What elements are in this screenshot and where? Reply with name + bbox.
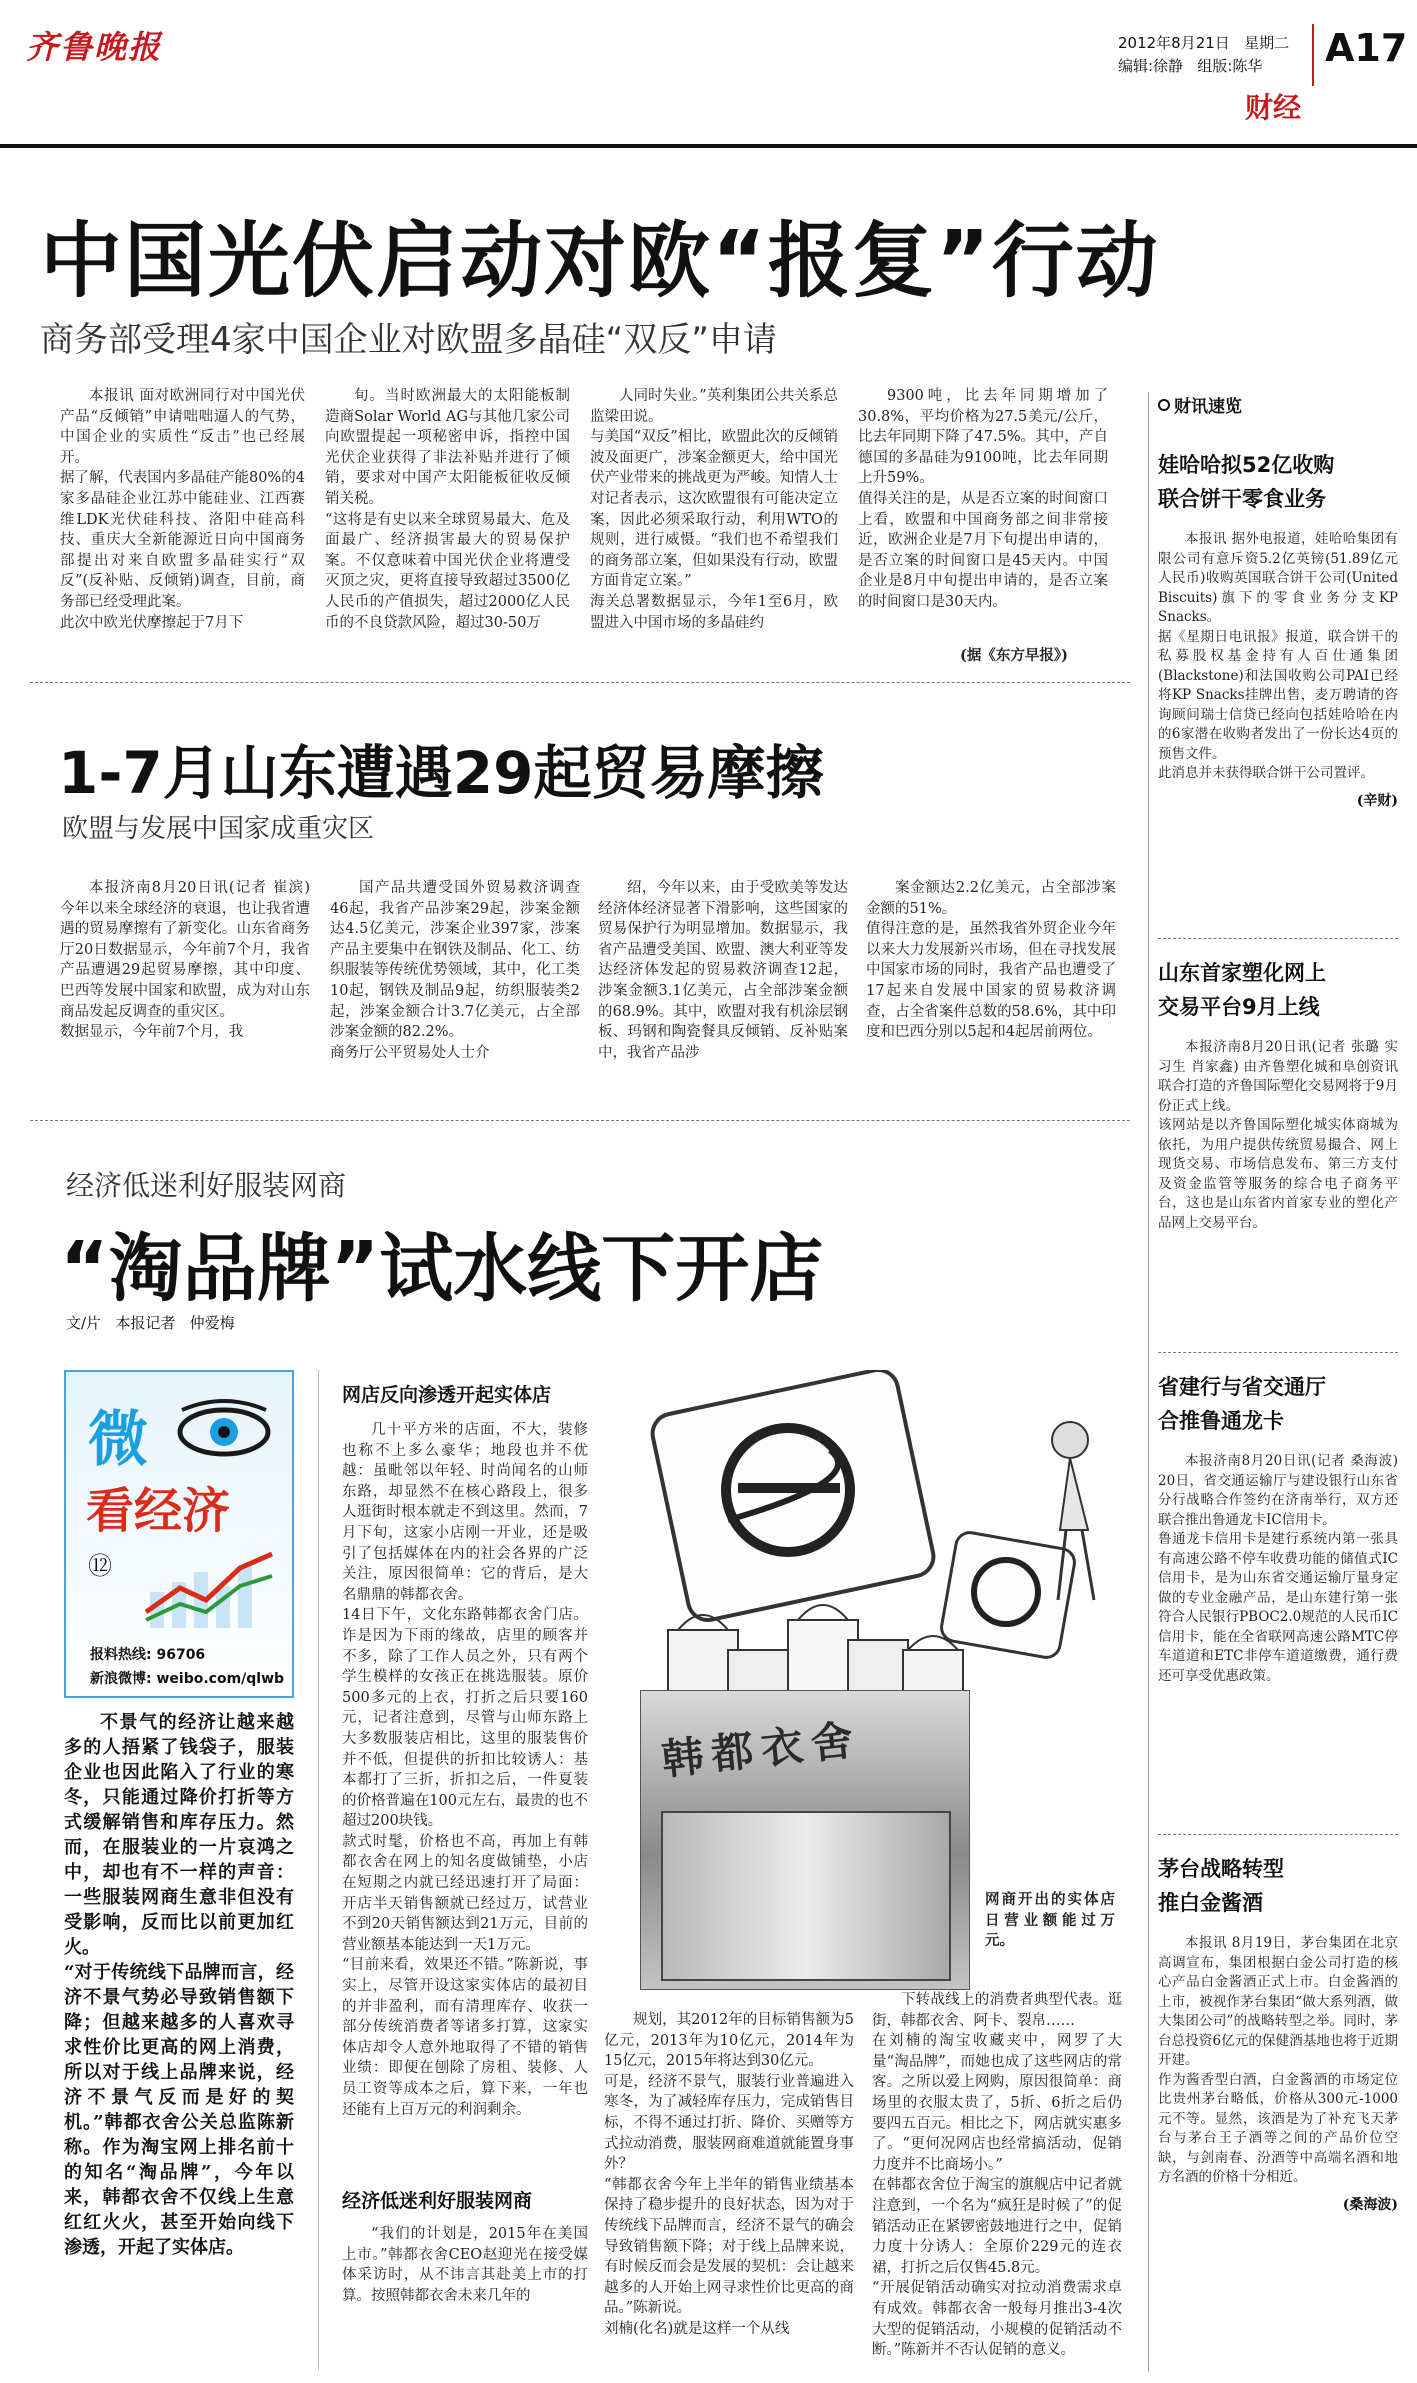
page-number: A17	[1325, 26, 1408, 70]
storefront-sign: 韩都衣舍	[659, 1714, 864, 1785]
brief-title-1a: 娃哈哈拟52亿收购	[1158, 453, 1335, 477]
brief-body-1: 本报讯 据外电报道，娃哈哈集团有限公司有意斥资5.2亿英镑(51.89亿元人民币)收购英国联合饼干公司(United Biscuits)旗下的零食业务分支KP Snacks。 据《星期日电讯报》报道，联合饼干的私募股权基金持有人百仕通集团(Blackstone)和法国收购公司PAI已经将KP Snacks挂牌出售，麦万聘请的咨询顾问瑞士信贷已经向包括娃哈哈在内的6家潜在收购者发出了一份长达4页的预售文件。 此消息并未获得联合饼干公司置评。	[1158, 531, 1398, 781]
headline-1: 中国光伏启动对欧“报复”行动	[40, 214, 1160, 309]
headline-2: 1-7月山东遭遇29起贸易摩擦	[58, 739, 824, 807]
brief-title-3a: 省建行与省交通厅	[1158, 1375, 1326, 1399]
sidebar-rule	[1148, 392, 1149, 2372]
article2-col4: 案金额达2.2亿美元，占全部涉案金额的51%。 值得注意的是，虽然我省外贸企业今年以来大力发展新兴市场，但在寻找发展中国家市场的同时，我省产品也遭受了17起来自发展中国家的贸易救济调查，占全省案件总数的58.6%，其中印度和巴西分别以5起和4起居前两位。	[866, 880, 1116, 1041]
divider-2	[30, 1120, 1130, 1121]
brief-title-3b: 合推鲁通龙卡	[1158, 1409, 1284, 1433]
article2-col1: 本报济南8月20日讯(记者 崔滨) 今年以来全球经济的衰退，也让我省遭遇的贸易摩擦有了新变化。山东省商务厅20日数据显示，今年前7个月，我省产品遭遇29起贸易摩擦，其中印度、巴西等发展中国家和欧盟，成为对山东商品发起反调查的重灾区。 数据显示，今年前7个月，我	[60, 880, 310, 1041]
brief-item-3	[1158, 1370, 1398, 1686]
chart-arrow-icon	[140, 1542, 280, 1632]
promo-hotline: 报料热线: 96706	[90, 1647, 206, 1663]
divider-1	[30, 682, 1130, 683]
brief-item-2	[1158, 956, 1398, 1233]
section-title-1: 网店反向渗透开起实体店	[342, 1384, 552, 1406]
sidebar-header-label: 财讯速览	[1174, 397, 1242, 417]
brief-item-1	[1158, 448, 1398, 810]
article3-col4: 下转战线上的消费者典型代表。逛街，韩都衣舍、阿卡、裂帛…… 在刘楠的淘宝收藏夹中，网罗了大量“淘品牌”，而她也成了这些网店的常客。之所以爱上网购，原因很简单：商场里的衣服太贵了，5折、6折之后仍要四五百元。相比之下，网店就实惠多了。“更何况网店也经常搞活动，促销力度并不比商场小。” 在韩都衣舍位于淘宝的旗舰店中记者就注意到，一个名为“疯狂是时候了”的促销活动正在紧锣密鼓地进行之中，促销力度十分诱人：全原价229元的连衣裙，打折之后仅售45.8元。 “开展促销活动确实对拉动消费需求卓有成效。韩都衣舍一般每月推出3-4次大型的促销活动，小规模的促销活动不断。”陈新并不否认促销的意义。	[872, 1992, 1122, 2359]
storefront-photo	[640, 1690, 970, 1990]
section-label: 财经	[1245, 91, 1302, 124]
article1-col2: 旬。当时欧洲最大的太阳能板制造商Solar World AG与其他几家公司向欧盟提起一项秘密申诉，指控中国光伏企业获得了非法补贴并进行了倾销，要求对中国产太阳能板征收反倾销关税。 “这将是有史以来全球贸易最大、危及面最广、经济损害最大的贸易保护案。不仅意味着中国光伏企业将遭受灭顶之灾，更将直接导致超过3500亿人民币的产值损失，超过2000亿人民币的不良贷款风险，超过30-50万	[325, 388, 570, 631]
article3-col3: 规划，其2012年的目标销售额为5亿元，2013年为10亿元，2014年为15亿元，2015年将达到30亿元。 可是，经济不景气，服装行业普遍进入寒冬，为了减轻库存压力，完成销售目标，不得不通过打折、降价、买赠等方式拉动消费，服装网商难道就能置身事外？ “韩都衣舍今年上半年的销售业绩基本保持了稳步提升的良好状态，因为对于传统线下品牌而言，经济不景气的确会导致销售额下降；对于线上品牌来说，有时候反而会是发展的契机：会让越来越多的人开始上网寻求性价比更高的商品。”陈新说。 刘楠(化名)就是这样一个从线	[604, 2012, 854, 2337]
subhead-2: 欧盟与发展中国家成重灾区	[62, 814, 375, 844]
brief-body-4: 本报讯 8月19日，茅台集团在北京高调宣布，集团根据白金公司打造的核心产品白金酱酒正式上市。白金酱酒的上市，被视作茅台集团“做大系列酒，做大集团公司”的战略转型之举。同时，茅台总投资6亿元的保健酒基地也将于近期开建。 作为酱香型白酒，白金酱酒的市场定位比贵州茅台略低，价格从300元-1000元不等。显然，该酒是为了补充飞天茅台与茅台王子酒等之间的产品价位空缺，与剑南春、汾酒等中高端名酒和地方名酒的价格十分相近。	[1158, 1935, 1398, 2185]
date-line: 2012年8月21日 星期二	[1118, 34, 1290, 52]
promo-logo-top: 微	[88, 1405, 148, 1475]
article1-col4: 9300吨，比去年同期增加了30.8%，平均价格为27.5美元/公斤，比去年同期下降了47.5%。其中，产自德国的多晶硅为9100吨，比去年同期上升59%。 值得关注的是，从是否立案的时间窗口上看，欧盟和中国商务部之间非常接近，欧洲企业是7月下旬提出申请的，是否立案的时间窗口是45天内。中国企业是8月中旬提出申请的，是否立案的时间窗口是30天内。	[858, 388, 1108, 610]
bullet-icon	[1158, 399, 1170, 411]
sidebar-news-brief	[1158, 392, 1398, 2372]
byline-3: 文/片 本报记者 仲爱梅	[66, 1314, 235, 1332]
article3-lead: 不景气的经济让越来越多的人捂紧了钱袋子，服装企业也因此陷入了行业的寒冬，只能通过降价打折等方式缓解销售和库存压力。然而，在服装业的一片哀鸿之中，却也有不一样的声音：一些服装网商生意非但没有受影响，反而比以前更加红火。 “对于传统线下品牌而言，经济不景气势必导致销售额下降；但越来越多的人喜欢寻求性价比更高的网上消费，所以对于线上品牌来说，经济不景气反而是好的契机。”韩都衣舍公关总监陈新称。作为淘宝网上排名前十的知名“淘品牌”，今年以来，韩都衣舍不仅线上生意红红火火，甚至开始向线下渗透，开起了实体店。	[64, 1712, 294, 2258]
article1-col3: 人同时失业。”英利集团公共关系总监梁田说。 与美国“双反”相比，欧盟此次的反倾销波及面更广，涉案金额更大，给中国光伏产业带来的挑战更为严峻。知情人士对记者表示，这次欧盟很有可能决定立案，因此必须采取行动，利用WTO的规则，进行威慑。“我们也不希望我们的商务部立案，但如果没有行动，欧盟方面肯定立案。” 海关总署数据显示，今年1至6月，欧盟进入中国市场的多晶硅约	[590, 388, 838, 631]
article2-col3: 绍，今年以来，由于受欧美等发达经济体经济显著下滑影响，这些国家的贸易保护行为明显增加。数据显示，我省产品遭受美国、欧盟、澳大利亚等发达经济体发起的贸易救济调查12起，涉案金额3.1亿美元，占全部涉案金额的68.9%。其中，欧盟对我有机涂层钢板、玛钢和陶瓷餐具反倾销、反补贴案中，我省产品涉	[598, 880, 848, 1061]
article1-col1: 本报讯 面对欧洲同行对中国光伏产品“反倾销”申请咄咄逼人的气势，中国企业的实质性“反击”也已经展开。 据了解，代表国内多晶硅产能80%的4家多晶硅企业江苏中能硅业、江西赛维LDK光伏硅科技、洛阳中硅高科技、重庆大全新能源近日向中国商务部提出对来自欧盟多晶硅实行“双反”(反补贴、反倾销)调查，目前，商务部已经受理此案。 此次中欧光伏摩擦起于7月下	[60, 388, 305, 631]
brief-title-1b: 联合饼干零食业务	[1158, 487, 1326, 511]
article-trade-friction	[0, 690, 1140, 1130]
promo-issue: ⑫	[88, 1552, 112, 1580]
article1-credit: (据《东方早报》)	[960, 647, 1068, 664]
masthead-divider	[1312, 24, 1314, 86]
brief-title-2b: 交易平台9月上线	[1158, 995, 1320, 1019]
weibo-promo-box	[64, 1370, 294, 1698]
column-rule	[318, 1370, 319, 2370]
brief-title-4b: 推白金酱酒	[1158, 1891, 1263, 1915]
storefront-window	[661, 1811, 951, 1981]
promo-weibo: 新浪微博: weibo.com/qlwb	[90, 1671, 285, 1687]
subhead-1: 商务部受理4家中国企业对欧盟多晶硅“双反”申请	[40, 320, 777, 360]
sidebar-header	[1158, 392, 1242, 417]
article3-col2: 几十平方米的店面，不大，装修也称不上多么豪华；地段也并不优越：虽毗邻以年轻、时尚闻名的山师东路，却显然不在核心路段上，很多人逛街时根本就走不到这里。然而，7月下旬，这家小店刚一开业，还是吸引了包括媒体在内的社会各界的广泛关注，原因很简单：它的背后，是大名鼎鼎的韩都衣舍。 14日下午，文化东路韩都衣舍门店。诈是因为下雨的缘故，店里的顾客并不多，除了工作人员之外，只有两个学生模样的女孩正在挑选服装。原价500多元的上衣，打折之后只要160元，记者注意到，尽管与山师东路上大多数服装店相比，这里的服装售价并不低，但提供的折扣比较诱人：基本都打了三折，折扣之后，一件夏装的价格普遍在100元左右，最贵的也不超过200块钱。 款式时髦，价格也不高，再加上有韩都衣舍在网上的知名度做铺垫，小店在短期之内就已经迅速打开了局面：开店半天销售额就已经过万，试营业不到20天销售额达到21万元，目前的营业额基本能达到一天1万元。 “目前来看，效果还不错。”陈新说，事实上，尽管开设这家实体店的最初目的并非盈利，而有清理库存、收获一部分传统消费者等诸多打算，这家实体店却令人意外地取得了不错的销售业绩：即便在刨除了房租、装修、人员工资等成本之后，算下来，一年也还能有上百万元的利润剩余。	[342, 1422, 588, 2118]
promo-logo-bottom: 看经济	[86, 1483, 231, 1539]
brief-credit-4: (桑海波)	[1342, 2196, 1398, 2213]
brief-divider-2	[1158, 1352, 1398, 1353]
newspaper-logo: 齐鲁晚报	[26, 28, 163, 66]
brief-body-2: 本报济南8月20日讯(记者 张璐 实习生 肖家鑫) 由齐鲁塑化城和阜创资讯联合打造的齐鲁国际塑化交易网将于9月份正式上线。 该网站是以齐鲁国际塑化城实体商城为依托，为用户提供传统贸易撮合、网上现货交易、市场信息发布、第三方支付及资金监管等服务的综合电子商务平台，这也是山东省内首家专业的塑化产品网上交易平台。	[1158, 1039, 1398, 1231]
brief-item-4	[1158, 1852, 1398, 2214]
article3-col2-end: “我们的计划是，2015年在美国上市。”韩都衣舍CEO赵迎光在接受媒体采访时，从不讳言其赴美上市的打算。按照韩都衣舍未来几年的	[342, 2226, 588, 2304]
headline-3: “淘品牌”试水线下开店	[60, 1226, 824, 1312]
brief-divider-3	[1158, 1834, 1398, 1835]
section-title-2: 经济低迷利好服装网商	[342, 2190, 533, 2212]
article2-col2: 国产品共遭受国外贸易救济调查46起，我省产品涉案29起，涉案金额达4.5亿美元，涉案企业397家，涉案产品主要集中在钢铁及制品、化工、纺织服装等传统优势领域，其中，化工类10起，钢铁及制品9起，纺织服装类2起，涉案金额合计3.7亿美元，占全部涉案金额的82.2%。 商务厅公平贸易处人士介	[330, 880, 580, 1061]
article-taobao-brand	[0, 1130, 1140, 2383]
kicker-3: 经济低迷利好服装网商	[66, 1169, 347, 1202]
masthead-rule	[0, 144, 1417, 148]
brief-divider-1	[1158, 938, 1398, 939]
editor-line: 编辑:徐静 组版:陈华	[1118, 57, 1263, 75]
photo-caption: 网商开出的实体店日营业额能过万元。	[985, 1891, 1115, 1950]
masthead	[0, 0, 1417, 150]
brief-body-3: 本报济南8月20日讯(记者 桑海波) 20日，省交通运输厅与建设银行山东省分行战略合作签约在济南举行，双方还联合推出鲁通龙卡IC信用卡。 鲁通龙卡信用卡是建行系统内第一张具有高速公路不停车收费功能的储值式IC信用卡，是为山东省交通运输厅量身定做的专业金融产品，是山东建行第一张符合人民银行PBOC2.0规范的人民币IC信用卡，能在全省联网高速公路MTC停车道道和ETC非停车道道缴费，通行费还可享受优惠政策。	[1158, 1453, 1398, 1684]
brief-credit-1: (辛财)	[1356, 792, 1398, 809]
brief-title-4a: 茅台战略转型	[1158, 1857, 1284, 1881]
eye-icon	[174, 1398, 274, 1462]
brief-title-2a: 山东首家塑化网上	[1158, 961, 1326, 985]
